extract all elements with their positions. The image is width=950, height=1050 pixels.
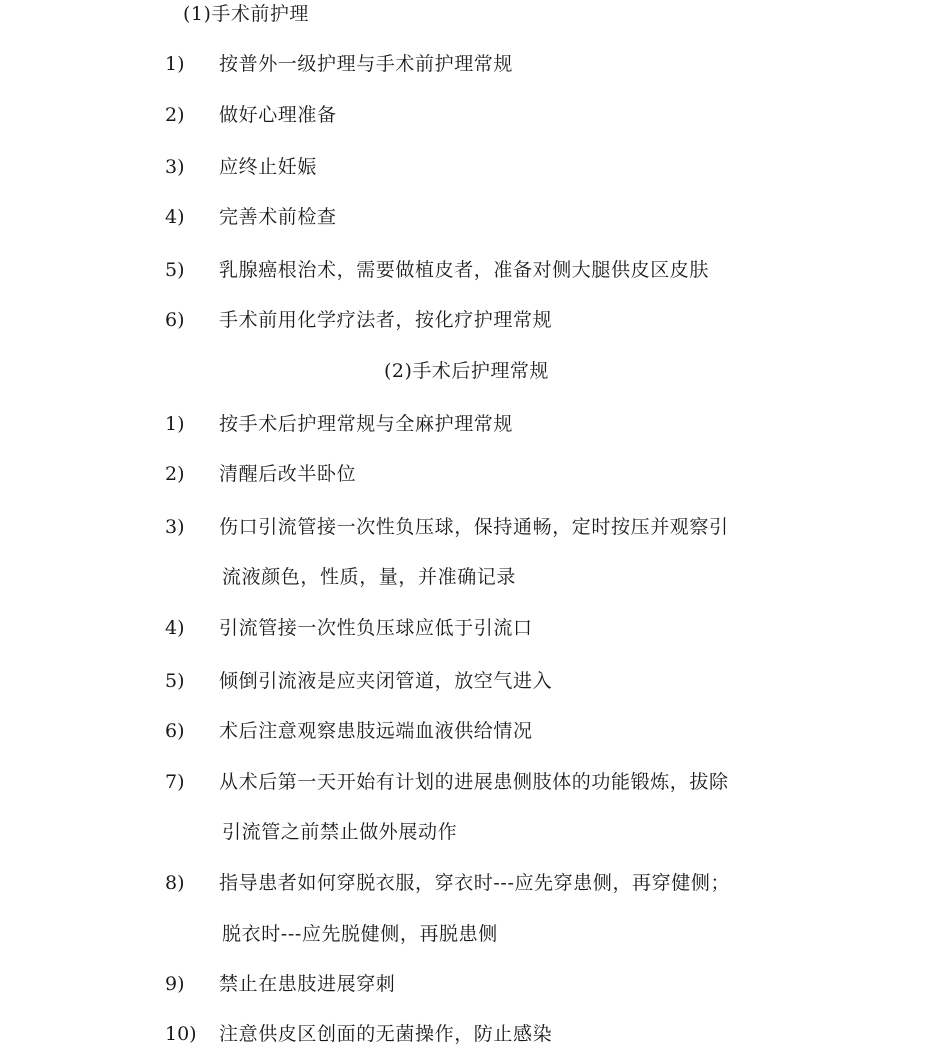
list-item xyxy=(0,1020,950,1048)
list-item-text: 术后注意观察患肢远端血液供给情况 xyxy=(219,720,533,742)
list-item-number: 5) xyxy=(165,670,185,692)
list-item-continuation xyxy=(0,563,950,591)
list-item xyxy=(0,614,950,642)
list-item-number: 2) xyxy=(165,104,185,126)
list-item-number: 6) xyxy=(165,309,185,331)
list-item-number: 4) xyxy=(165,617,185,639)
list-item xyxy=(0,869,950,897)
list-item xyxy=(0,768,950,796)
list-item-number: 5) xyxy=(165,259,185,281)
list-item-text: 禁止在患肢进展穿刺 xyxy=(219,973,396,995)
list-item-text: 清醒后改半卧位 xyxy=(219,463,357,485)
list-item xyxy=(0,256,950,284)
list-item xyxy=(0,717,950,745)
list-item xyxy=(0,410,950,438)
list-item xyxy=(0,101,950,129)
list-item xyxy=(0,306,950,334)
list-item xyxy=(0,50,950,78)
list-item-number: 8) xyxy=(165,872,185,894)
list-item-text: 倾倒引流液是应夹闭管道，放空气进入 xyxy=(219,670,553,692)
list-item-number: 1) xyxy=(165,53,185,75)
section-heading-preop: (1)手术前护理 xyxy=(183,3,309,25)
list-item-text: 手术前用化学疗法者，按化疗护理常规 xyxy=(219,309,553,331)
list-item-text: 做好心理准备 xyxy=(219,104,337,126)
list-item xyxy=(0,513,950,541)
list-item-text: 伤口引流管接一次性负压球，保持通畅，定时按压并观察引 xyxy=(219,516,729,538)
list-item-text: 从术后第一天开始有计划的进展患侧肢体的功能锻炼，拔除 xyxy=(219,771,729,793)
list-item-number: 3) xyxy=(165,516,185,538)
list-item-text: 应终止妊娠 xyxy=(219,156,318,178)
list-item-text: 引流管接一次性负压球应低于引流口 xyxy=(219,617,533,639)
list-item-continuation xyxy=(0,920,950,948)
list-item xyxy=(0,460,950,488)
list-item-text-continued: 脱衣时---应先脱健侧，再脱患侧 xyxy=(222,923,498,945)
list-item xyxy=(0,203,950,231)
list-item-text: 完善术前检查 xyxy=(219,206,337,228)
list-item-number: 2) xyxy=(165,463,185,485)
list-item-number: 1) xyxy=(165,413,185,435)
list-item-number: 7) xyxy=(165,771,185,793)
list-item-continuation xyxy=(0,818,950,846)
list-item-number: 9) xyxy=(165,973,185,995)
list-item-number: 10) xyxy=(165,1023,197,1045)
list-item-text: 指导患者如何穿脱衣服，穿衣时---应先穿患侧，再穿健侧； xyxy=(219,872,731,894)
list-item-number: 6) xyxy=(165,720,185,742)
list-item-text: 按手术后护理常规与全麻护理常规 xyxy=(219,413,514,435)
list-item-number: 4) xyxy=(165,206,185,228)
section-heading-postop: (2)手术后护理常规 xyxy=(384,360,549,382)
list-item-number: 3) xyxy=(165,156,185,178)
list-item-text-continued: 流液颜色，性质，量，并准确记录 xyxy=(222,566,517,588)
list-item xyxy=(0,667,950,695)
list-item xyxy=(0,970,950,998)
list-item-text: 按普外一级护理与手术前护理常规 xyxy=(219,53,514,75)
list-item-text-continued: 引流管之前禁止做外展动作 xyxy=(222,821,458,843)
list-item-text: 注意供皮区创面的无菌操作，防止感染 xyxy=(219,1023,553,1045)
list-item-text: 乳腺癌根治术，需要做植皮者，准备对侧大腿供皮区皮肤 xyxy=(219,259,710,281)
list-item xyxy=(0,153,950,181)
